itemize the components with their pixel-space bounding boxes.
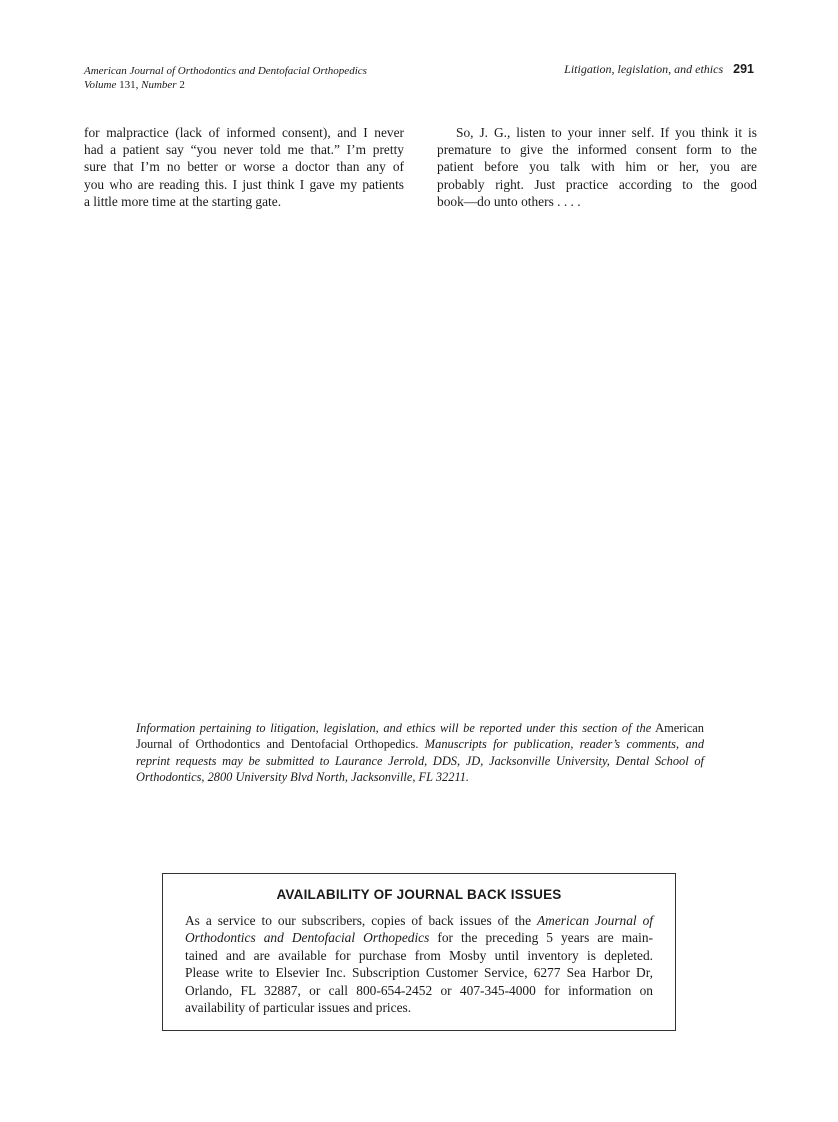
box-body: As a service to our subscribers, copies of back issues of the American Journal of Orthodontics and Dentofacial Orthopedics for the preceding 5 years are main- tained and are available for purchase from Mosby until inventory is depleted. Please write to Elsevier Inc. Subscription Customer Service, 6277 Sea Harbor Dr, Orlando, FL 32887, or call 800-654-2452 or 407-345-4000 for information on availability of particular issues and prices.: [185, 913, 654, 1016]
text-line: premature to give the informed consent form to the: [437, 142, 757, 158]
section-notice: Information pertaining to litigation, legislation, and ethics will be reported under this section of the American Journal of Orthodontics and Dentofacial Orthopedics. Manuscripts for publication, reader’s comments, and reprint requests may be submitted to Laurance Jerrold, DDS, JD, Jacksonville University, Dental School of Orthodontics, 2800 University Blvd North, Jacksonville, FL 32211.: [136, 721, 705, 785]
text-line: you who are reading this. I just think I gave my patients: [84, 176, 404, 192]
text-line: probably right. Just practice according to the good: [437, 176, 757, 192]
back-issues-box: [162, 873, 676, 1031]
journal-title: American Journal of Orthodontics and Dentofacial Orthopedics: [84, 65, 367, 77]
text-line: So, J. G., listen to your inner self. If you think it is: [456, 125, 757, 140]
text-line: sure that I’m no better or worse a doctor than any of: [84, 159, 404, 175]
box-title: AVAILABILITY OF JOURNAL BACK ISSUES: [276, 887, 562, 902]
volume-number: Volume 131, Number 2: [84, 79, 185, 91]
running-header-right: [564, 62, 754, 77]
left-column: [84, 124, 404, 210]
text-line: had a patient say “you never told me that.” I’m pretty: [84, 142, 404, 158]
running-header-left: [84, 64, 367, 92]
page-number: 291: [733, 62, 754, 76]
section-title: Litigation, legislation, and ethics: [564, 62, 724, 76]
text-line: book—do unto others . . . .: [437, 193, 581, 209]
right-column: [437, 124, 757, 210]
text-line: for malpractice (lack of informed consent), and I never: [84, 125, 404, 140]
text-line: a little more time at the starting gate.: [84, 193, 282, 209]
text-line: patient before you talk with him or her, you are: [437, 159, 757, 175]
